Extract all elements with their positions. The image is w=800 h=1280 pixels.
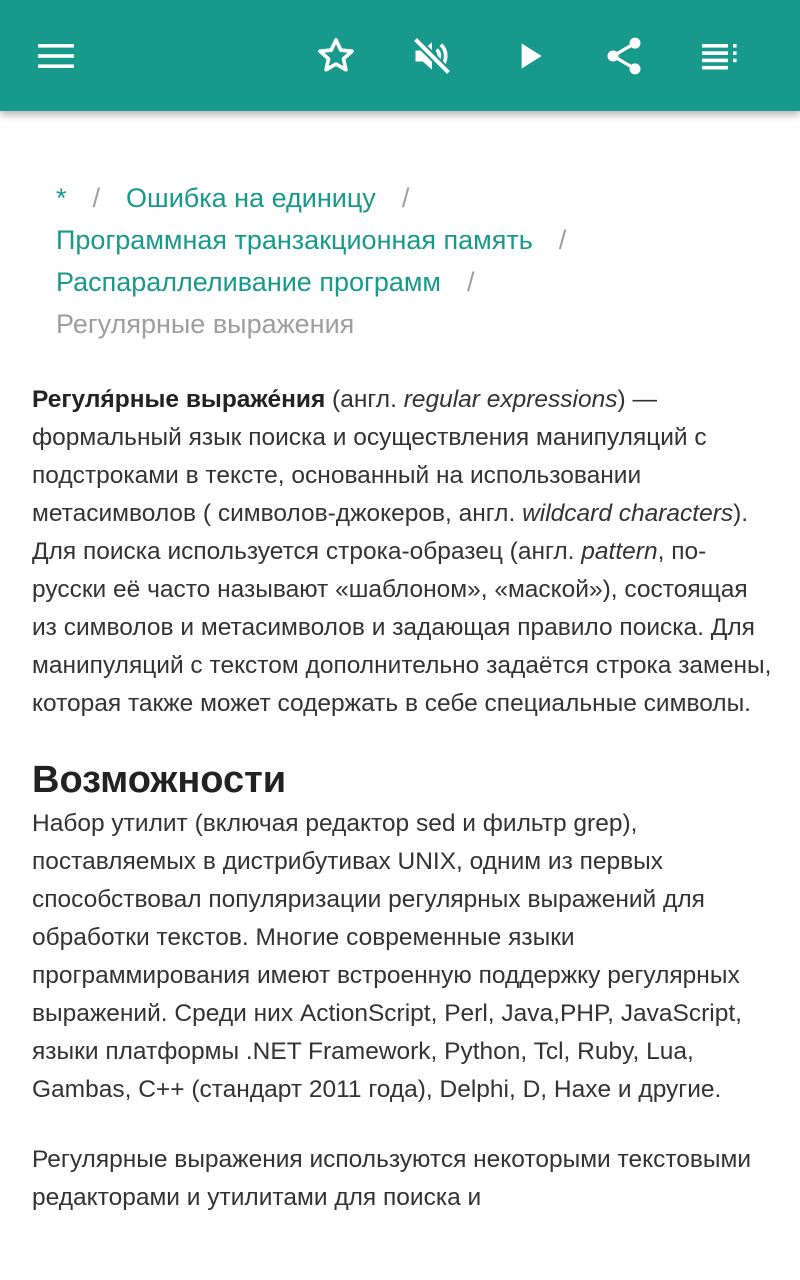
intro-paragraph	[32, 381, 772, 723]
section-heading: Возможности	[32, 759, 287, 801]
star-outline-icon	[314, 34, 358, 78]
intro-text: , по-русски её часто называют «шаблоном», «маской»), состоящая из символов и метасимволов и задающая правило поиска. Для манипуляций с текстом дополнительно задаётся строка замены, которая также может содержать в себе специальные символы.	[32, 538, 772, 717]
section-paragraph: Регулярные выражения используются некоторыми текстовыми редакторами и утилитами для поиска и	[32, 1146, 752, 1211]
menu-button[interactable]	[30, 30, 82, 82]
contents-list-icon	[700, 41, 740, 71]
play-button[interactable]	[504, 30, 556, 82]
breadcrumb-link[interactable]: Ошибка на единицу	[126, 183, 376, 213]
menu-icon	[36, 41, 76, 71]
intro-text: ) — формальный язык поиска и осуществления манипуляций с подстроками в тексте, основанный на использовании метасимволов ( символов-джокеров, англ.	[32, 386, 707, 527]
volume-off-icon	[410, 34, 454, 78]
article-view[interactable]	[0, 111, 800, 1280]
intro-text: (англ.	[325, 386, 404, 413]
breadcrumb-separator: /	[401, 183, 410, 213]
breadcrumb-separator: /	[467, 267, 475, 297]
breadcrumb	[56, 177, 756, 345]
intro-italic: wildcard characters	[522, 500, 734, 527]
breadcrumb-current: Регулярные выражения	[56, 309, 355, 339]
app-toolbar	[0, 0, 800, 111]
play-icon	[510, 36, 550, 76]
share-icon	[602, 34, 646, 78]
breadcrumb-home-link[interactable]: *	[56, 183, 67, 213]
breadcrumb-separator: /	[558, 225, 567, 255]
breadcrumb-separator: /	[92, 183, 101, 213]
article-body	[32, 381, 772, 1217]
intro-text: ). Для поиска используется строка-образец (англ.	[32, 500, 749, 565]
contents-button[interactable]	[694, 30, 746, 82]
intro-italic: regular expressions	[403, 386, 618, 413]
section-paragraph: Набор утилит (включая редактор sed и фильтр grep), поставляемых в дистрибутивах UNIX, одним из первых способствовал популяризации регулярных выражений для обработки текстов. Многие современные языки программирования имеют встроенную поддержку регулярных выражений. Среди них ActionScript, Perl, Java,PHP, JavaScript, языки платформы .NET Framework, Python, Tcl, Ruby, Lua, Gambas, C++ (стандарт 2011 года), Delphi, D, Haxe и другие.	[32, 810, 742, 1103]
article-term: Регуля́рные выраже́ния	[32, 386, 326, 413]
intro-italic: pattern	[581, 538, 658, 565]
breadcrumb-link[interactable]: Распараллеливание программ	[56, 267, 441, 297]
share-button[interactable]	[598, 30, 650, 82]
bookmark-button[interactable]	[310, 30, 362, 82]
mute-button[interactable]	[406, 30, 458, 82]
breadcrumb-link[interactable]: Программная транзакционная память	[56, 225, 533, 255]
